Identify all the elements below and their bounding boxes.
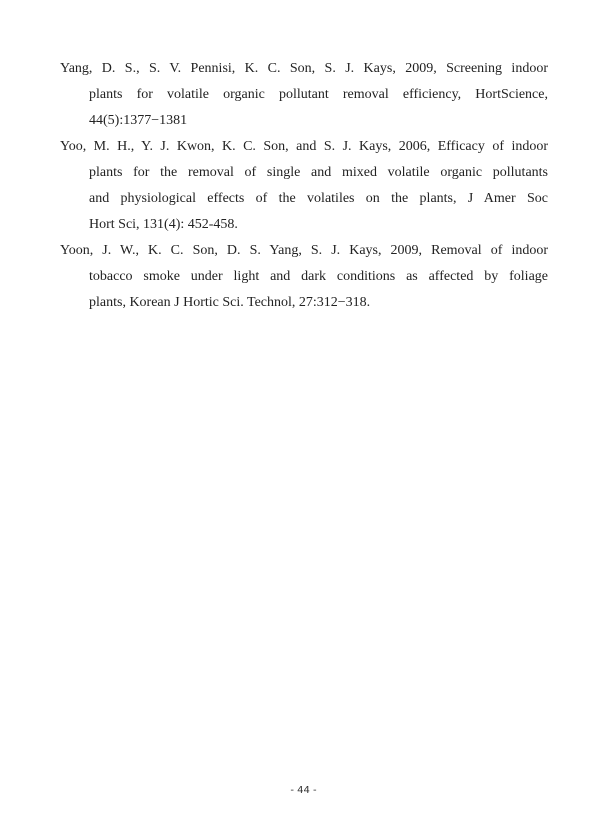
reference-line: Yang, D. S., S. V. Pennisi, K. C. Son, S. J. Kays, 2009, Screening indoor: [60, 61, 548, 76]
reference-line: plants for volatile organic pollutant removal efficiency, HortScience,: [89, 87, 548, 102]
reference-line: Yoon, J. W., K. C. Son, D. S. Yang, S. J. Kays, 2009, Removal of indoor: [60, 243, 548, 258]
reference-line: plants for the removal of single and mixed volatile organic pollutants: [89, 165, 548, 180]
reference-line: tobacco smoke under light and dark conditions as affected by foliage: [89, 269, 548, 284]
reference-entry: [60, 238, 548, 316]
reference-entry: [60, 134, 548, 238]
reference-line: plants, Korean J Hortic Sci. Technol, 27:312−318.: [89, 295, 371, 310]
reference-list: [60, 56, 548, 316]
reference-entry: [60, 56, 548, 134]
reference-line: 44(5):1377−1381: [89, 113, 188, 128]
reference-line: and physiological effects of the volatiles on the plants, J Amer Soc: [89, 191, 548, 206]
page-number: - 44 -: [290, 785, 317, 796]
reference-line: Yoo, M. H., Y. J. Kwon, K. C. Son, and S. J. Kays, 2006, Efficacy of indoor: [60, 139, 548, 154]
reference-line: Hort Sci, 131(4): 452-458.: [89, 217, 238, 232]
